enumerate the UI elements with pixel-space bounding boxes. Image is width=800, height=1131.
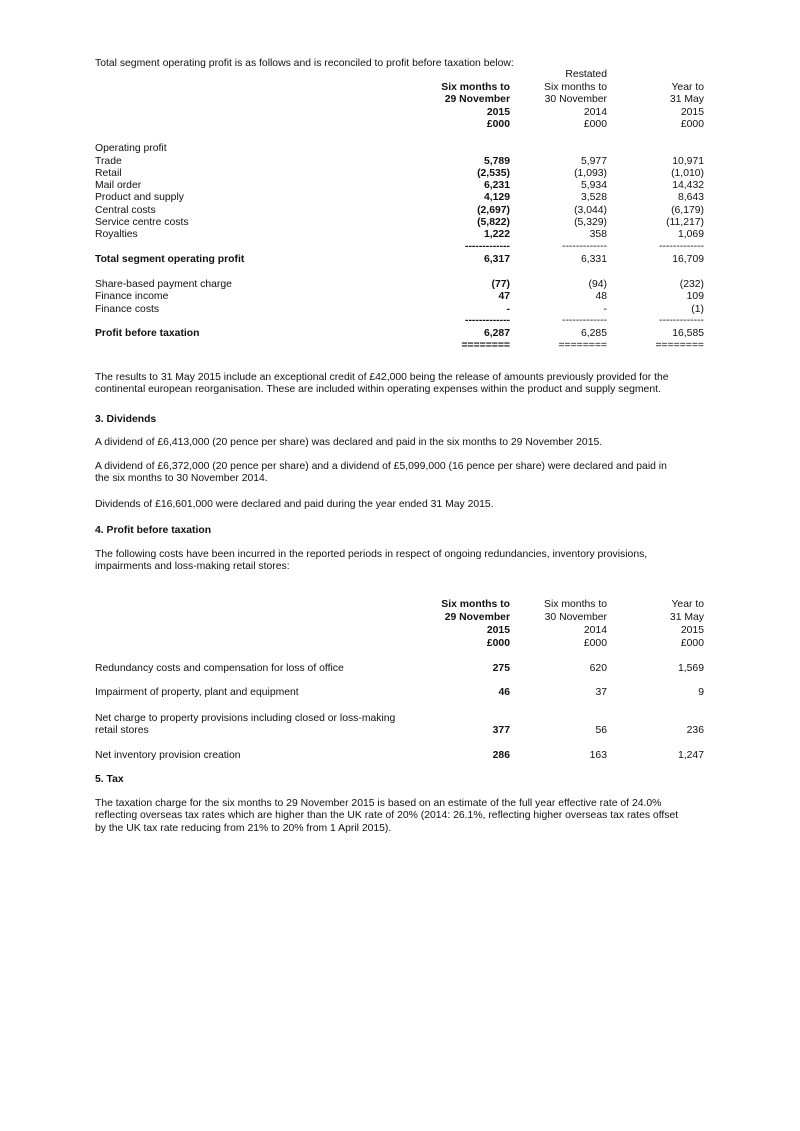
row-value: - (506, 303, 510, 315)
total-value: 6,331 (580, 254, 607, 265)
row-value: 56 (595, 725, 607, 737)
row-label: Service centre costs (95, 217, 189, 228)
divider-dashes: ------------- (465, 315, 510, 326)
paragraph: impairments and loss-making retail stores: (95, 561, 290, 573)
column-header: £000 (583, 638, 607, 649)
profit-value: 6,285 (580, 328, 607, 339)
column-header: Six months to (544, 82, 607, 93)
column-header: 30 November (544, 612, 607, 623)
row-label: Finance income (95, 291, 169, 303)
restated-label: Restated (565, 69, 607, 80)
row-value: 163 (589, 750, 607, 761)
row-value: (2,535) (477, 167, 510, 179)
row-value: (5,822) (477, 217, 510, 228)
column-header: Six months to (544, 599, 607, 610)
row-value: (5,329) (574, 217, 607, 228)
column-header: £000 (680, 118, 704, 130)
row-value: 286 (492, 750, 510, 761)
row-label: Retail (95, 167, 122, 179)
column-header: Six months to (441, 82, 510, 93)
divider-dashes: ------------- (562, 315, 607, 326)
row-value: (1,010) (671, 167, 704, 179)
row-value: 5,789 (483, 155, 510, 167)
section-label: Operating profit (95, 143, 167, 154)
paragraph: A dividend of £6,413,000 (20 pence per share) was declared and paid in the six months to 29 November 2015. (95, 437, 603, 448)
column-header: 2015 (680, 106, 704, 118)
row-value: (1,093) (574, 167, 607, 179)
intro-text: Total segment operating profit is as follows and is reconciled to profit before taxation below: (95, 58, 514, 69)
row-value: 47 (498, 291, 510, 303)
row-value: 3,528 (580, 192, 607, 204)
profit-label: Profit before taxation (95, 328, 200, 339)
total-value: 6,317 (483, 254, 510, 265)
profit-value: 6,287 (483, 328, 510, 339)
row-value: 48 (595, 291, 607, 303)
row-value: 10,971 (672, 155, 704, 167)
row-label: Finance costs (95, 303, 160, 315)
row-value: (6,179) (671, 204, 704, 216)
row-label: Impairment of property, plant and equipment (95, 687, 299, 698)
row-value: 1,247 (677, 750, 704, 761)
column-header: £000 (486, 118, 510, 130)
paragraph: by the UK tax rate reducing from 21% to 20% from 1 April 2015). (95, 822, 392, 834)
total-value: 16,709 (672, 254, 704, 265)
row-label: Net charge to property provisions including closed or loss-making (95, 713, 396, 724)
row-value: 1,222 (483, 229, 510, 241)
column-header: 31 May (669, 612, 704, 623)
column-header: 2014 (583, 106, 607, 118)
row-value: 358 (589, 229, 607, 241)
row-value: 1,569 (677, 663, 704, 674)
column-header: £000 (486, 638, 510, 649)
section-heading: 4. Profit before taxation (95, 525, 212, 536)
divider-dashes: ------------- (659, 241, 704, 252)
paragraph: A dividend of £6,372,000 (20 pence per share) and a dividend of £5,099,000 (16 pence per share) were declared and paid in (95, 461, 667, 472)
column-header: 2015 (486, 106, 510, 118)
column-header: Year to (671, 599, 704, 610)
column-header: 29 November (444, 612, 510, 623)
total-label: Total segment operating profit (95, 254, 245, 265)
divider-dashes: ------------- (659, 315, 704, 326)
row-value: 9 (698, 687, 704, 698)
row-label: Royalties (95, 229, 138, 241)
column-header: £000 (583, 118, 607, 130)
row-label: Mail order (95, 180, 142, 192)
row-value: (1) (691, 303, 704, 315)
row-value: 377 (492, 725, 510, 737)
row-label: Share-based payment charge (95, 279, 232, 290)
column-header: 31 May (669, 94, 704, 106)
divider-equals: ======== (655, 340, 704, 351)
row-value: 1,069 (677, 229, 704, 241)
column-header: 2015 (486, 625, 510, 636)
row-value: (94) (588, 279, 607, 290)
row-value: 37 (595, 687, 607, 698)
paragraph: The taxation charge for the six months to 29 November 2015 is based on an estimate of the full year effective rate of 24.0% (95, 798, 662, 809)
column-header: 30 November (544, 94, 607, 106)
divider-equals: ======== (461, 340, 510, 351)
row-label: retail stores (95, 725, 149, 737)
row-value: 5,977 (580, 155, 607, 167)
row-value: (232) (679, 279, 704, 290)
row-value: 236 (686, 725, 704, 737)
column-header: Six months to (441, 599, 510, 610)
row-label: Redundancy costs and compensation for loss of office (95, 663, 344, 674)
paragraph: reflecting overseas tax rates which are higher than the UK rate of 20% (2014: 26.1%, reflecting higher overseas tax rates offset (95, 810, 679, 822)
divider-dashes: ------------- (465, 241, 510, 252)
row-value: - (603, 303, 607, 315)
divider-dashes: ------------- (562, 241, 607, 252)
column-header: 29 November (444, 94, 510, 106)
row-value: (77) (491, 279, 510, 290)
row-value: 109 (686, 291, 704, 303)
row-value: 6,231 (483, 180, 510, 192)
column-header: £000 (680, 638, 704, 649)
note-text: continental european reorganisation. These are included within operating expenses within the product and supply segment. (95, 384, 661, 396)
paragraph: The following costs have been incurred in the reported periods in respect of ongoing redundancies, inventory provisions, (95, 549, 648, 560)
row-value: (3,044) (574, 204, 607, 216)
note-text: The results to 31 May 2015 include an exceptional credit of £42,000 being the release of amounts previously provided for the (95, 372, 669, 383)
row-value: 8,643 (677, 192, 704, 204)
row-value: 5,934 (580, 180, 607, 192)
row-value: (11,217) (666, 217, 704, 228)
section-heading: 5. Tax (95, 774, 124, 785)
row-label: Product and supply (95, 192, 184, 204)
section-heading: 3. Dividends (95, 414, 157, 425)
row-value: 275 (492, 663, 510, 674)
row-label: Trade (95, 155, 122, 167)
column-header: 2015 (680, 625, 704, 636)
column-header: Year to (671, 82, 704, 93)
column-header: 2014 (583, 625, 607, 636)
row-value: (2,697) (477, 204, 510, 216)
row-value: 46 (498, 687, 510, 698)
divider-equals: ======== (558, 340, 607, 351)
paragraph: Dividends of £16,601,000 were declared and paid during the year ended 31 May 2015. (95, 499, 494, 510)
row-value: 620 (589, 663, 607, 674)
paragraph: the six months to 30 November 2014. (95, 473, 268, 485)
row-value: 4,129 (483, 192, 510, 204)
row-label: Net inventory provision creation (95, 750, 241, 761)
profit-value: 16,585 (672, 328, 704, 339)
row-value: 14,432 (672, 180, 704, 192)
row-label: Central costs (95, 204, 156, 216)
